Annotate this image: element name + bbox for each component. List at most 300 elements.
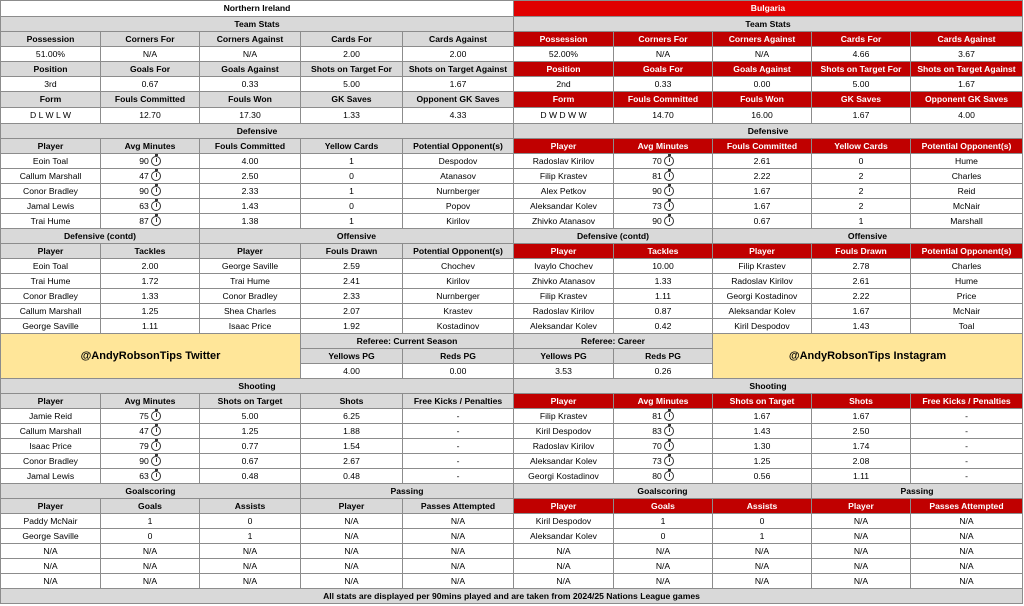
shooting-home-cell-text: -: [456, 440, 460, 451]
goalscoring-away-cell: [513, 513, 614, 529]
goalscoring-home-cell: [0, 558, 101, 574]
shooting-away-cell: [712, 438, 812, 454]
shooting-away-cell: [712, 408, 812, 424]
passing-home-cell-text: N/A: [450, 560, 466, 571]
defensive-header-home: [0, 123, 514, 139]
stat-label-home-sot_for: [300, 61, 403, 77]
offensive-away-cell-text: Aleksandar Kolev: [728, 305, 796, 316]
instagram-promo-text: @AndyRobsonTips Instagram: [788, 349, 947, 362]
tackles-away-cell-text: Ivaylo Chochev: [534, 260, 593, 271]
goalscoring-home-cell: [199, 528, 301, 544]
stat-label-home-goals_against: [199, 61, 301, 77]
offensive-col-home-opponents: [402, 243, 514, 259]
stat-label-away-cards_for: [811, 31, 911, 47]
stat-value-home-fouls_won: [199, 107, 301, 124]
defensive-away-cell: [613, 198, 713, 214]
shooting-home-cell: [402, 438, 514, 454]
defensive-home-cell: [402, 183, 514, 199]
defensive-home-cell: [100, 213, 200, 229]
defensive-away-cell-text: 0.67: [753, 215, 771, 226]
passing-col-away-player: [811, 498, 911, 514]
shooting-away-cell-text: -: [965, 455, 968, 466]
goalscoring-header-home-text: Goalscoring: [125, 485, 176, 496]
offensive-col-away-player: [712, 243, 812, 259]
offensive-home-cell: [199, 288, 301, 304]
goalscoring-home-cell: [100, 573, 200, 589]
shooting-home-cell-text: Callum Marshall: [19, 425, 82, 436]
tackles-away-cell: [513, 273, 614, 289]
stat-value-away-fouls_committed-text: 14.70: [652, 110, 674, 120]
defensive-home-cell: [100, 168, 200, 184]
stat-label-home-goals_for: [100, 61, 200, 77]
shooting-col-away-player: [513, 393, 614, 409]
twitter-promo-text: @AndyRobsonTips Twitter: [80, 349, 221, 362]
passing-col-away-attempted-text: Passes Attempted: [929, 500, 1004, 511]
defensive-home-cell: [100, 153, 200, 169]
shooting-col-home-shots_on_target-text: Shots on Target: [217, 395, 283, 406]
shooting-away-cell-text: Georgi Kostadinov: [528, 470, 599, 481]
defensive-home-cell-text: Conor Bradley: [23, 185, 78, 196]
stat-value-home-goals_for: [100, 76, 200, 92]
shooting-away-cell-text: 1.30: [753, 440, 771, 451]
stat-value-home-position-text: 3rd: [44, 78, 57, 89]
defensive-away-cell-text: Reid: [957, 185, 976, 196]
passing-col-home-player-text: Player: [338, 500, 365, 511]
defensive-home-cell: [300, 198, 403, 214]
stat-label-home-fouls_won-text: Fouls Won: [228, 94, 272, 104]
stat-label-home-sot_against-text: Shots on Target Against: [408, 63, 508, 74]
stopwatch-icon: [664, 471, 674, 481]
ref-current-yellows-text: 4.00: [343, 365, 360, 376]
stat-value-home-gk_saves-text: 1.33: [343, 110, 360, 120]
defensive-home-cell: [402, 168, 514, 184]
offensive-home-cell-text: Nurnberger: [436, 290, 480, 301]
shooting-home-cell-text: 6.25: [343, 410, 360, 421]
stat-label-away-fouls_committed: [613, 91, 713, 108]
referee-career-header: [513, 333, 713, 349]
shooting-away-cell-text: -: [965, 470, 968, 481]
team-name-home: [0, 0, 514, 17]
goalscoring-away-cell-text: 0: [759, 515, 765, 526]
defensive-home-cell: [199, 153, 301, 169]
defensive-col-away-fouls_committed-text: Fouls Committed: [726, 140, 798, 151]
shooting-home-cell: [0, 423, 101, 439]
goals-col-home-assists-text: Assists: [234, 500, 266, 511]
ref-career-yellows: [513, 363, 614, 379]
defensive-contd-header-home: [0, 228, 200, 244]
stat-label-away-goals_against-text: Goals Against: [733, 63, 791, 74]
passing-home-cell: [300, 513, 403, 529]
shooting-away-cell: [910, 468, 1023, 484]
goalscoring-home-cell-text: N/A: [142, 575, 158, 586]
stat-label-home-position-text: Position: [33, 63, 68, 74]
offensive-home-cell-text: Krastev: [443, 305, 473, 316]
defensive-away-cell: [811, 213, 911, 229]
stat-label-home-sot_for-text: Shots on Target For: [310, 63, 392, 74]
shooting-away-cell-text: 70: [652, 440, 662, 451]
stat-label-away-sot_for-text: Shots on Target For: [820, 63, 902, 74]
shooting-col-home-avg_minutes: [100, 393, 200, 409]
defensive-home-cell: [0, 198, 101, 214]
defensive-home-cell: [100, 183, 200, 199]
offensive-away-cell: [712, 288, 812, 304]
shooting-home-cell: [199, 468, 301, 484]
goals-col-away-player-text: Player: [550, 500, 577, 511]
goals-col-away-goals-text: Goals: [651, 500, 675, 511]
stat-value-away-corners_for-text: N/A: [655, 48, 671, 59]
goalscoring-header-away-text: Goalscoring: [637, 485, 688, 496]
offensive-home-cell-text: 2.33: [343, 290, 360, 301]
offensive-home-cell: [199, 258, 301, 274]
stat-value-away-position: [513, 76, 614, 92]
stat-label-away-goals_for-text: Goals For: [642, 63, 684, 74]
defensive-away-cell-text: Filip Krastev: [539, 170, 588, 181]
shooting-away-cell: [613, 453, 713, 469]
shooting-away-cell: [910, 408, 1023, 424]
shooting-home-cell: [402, 468, 514, 484]
defensive-away-cell: [712, 168, 812, 184]
defensive-away-cell-text: 70: [652, 155, 662, 166]
stat-label-home-goals_against-text: Goals Against: [221, 63, 279, 74]
offensive-home-cell-text: George Saville: [221, 260, 279, 271]
shooting-away-cell-text: 83: [652, 425, 662, 436]
shooting-home-cell-text: Jamal Lewis: [26, 470, 75, 481]
shooting-col-home-shots_on_target: [199, 393, 301, 409]
defensive-away-cell-text: 81: [652, 170, 662, 181]
goalscoring-home-cell-text: N/A: [242, 560, 258, 571]
defensive-away-cell-text: 2.22: [753, 170, 771, 181]
stat-label-home-cards_for-text: Cards For: [331, 33, 372, 44]
defensive-home-cell: [0, 213, 101, 229]
instagram-promo[interactable]: [712, 333, 1023, 379]
defensive-away-cell: [910, 183, 1023, 199]
stat-label-away-fouls_committed-text: Fouls Committed: [627, 94, 699, 104]
passing-away-cell-text: N/A: [853, 575, 869, 586]
passing-header-away-text: Passing: [900, 485, 934, 496]
tackles-home-cell-text: Eoin Toal: [32, 260, 69, 271]
shooting-away-cell-text: 1.43: [753, 425, 771, 436]
stat-value-away-goals_for: [613, 76, 713, 92]
shooting-home-cell-text: 47: [139, 425, 149, 436]
stat-value-away-possession: [513, 46, 614, 62]
defensive-home-cell-text: Despodov: [438, 155, 478, 166]
defensive-away-cell: [811, 183, 911, 199]
stat-label-home-opp_gk_saves-text: Opponent GK Saves: [416, 94, 500, 104]
passing-away-cell: [910, 543, 1023, 559]
shooting-col-away-shots: [811, 393, 911, 409]
goals-col-away-assists-text: Assists: [746, 500, 778, 511]
shooting-col-home-fk_pens-text: Free Kicks / Penalties: [413, 395, 503, 406]
stat-value-away-cards_for-text: 4.66: [852, 48, 870, 59]
shooting-home-cell-text: 0.77: [241, 440, 259, 451]
passing-away-cell-text: N/A: [853, 530, 869, 541]
passing-away-cell-text: N/A: [959, 515, 974, 526]
shooting-col-home-shots: [300, 393, 403, 409]
goalscoring-home-cell-text: N/A: [43, 560, 58, 571]
tackles-away-cell: [613, 288, 713, 304]
stat-value-away-fouls_won: [712, 107, 812, 124]
goals-col-away-assists: [712, 498, 812, 514]
stat-label-home-corners_against-text: Corners Against: [216, 33, 284, 44]
offensive-away-cell: [712, 303, 812, 319]
offensive-col-away-opponents-text: Potential Opponent(s): [921, 245, 1012, 256]
shooting-away-cell: [712, 468, 812, 484]
shooting-col-away-shots_on_target-text: Shots on Target: [729, 395, 795, 406]
tackles-away-cell-text: 0.87: [654, 305, 672, 316]
shooting-col-away-shots-text: Shots: [849, 395, 873, 406]
defensive-col-away-player: [513, 138, 614, 154]
goalscoring-home-cell: [100, 528, 200, 544]
defensive-away-cell: [910, 153, 1023, 169]
defensive-home-cell-text: 1.43: [241, 200, 259, 211]
goalscoring-away-cell-text: N/A: [556, 560, 571, 571]
goalscoring-header-away: [513, 483, 812, 499]
defensive-home-cell: [402, 153, 514, 169]
passing-home-cell-text: N/A: [450, 545, 466, 556]
stopwatch-icon: [664, 156, 674, 166]
offensive-col-home-fouls-drawn-text: Fouls Drawn: [325, 245, 378, 256]
shooting-home-cell-text: 0.67: [241, 455, 259, 466]
shooting-home-cell-text: 79: [139, 440, 149, 451]
stat-value-home-sot_for: [300, 76, 403, 92]
defensive-away-cell-text: Aleksandar Kolev: [530, 200, 597, 211]
defensive-home-cell-text: Popov: [445, 200, 471, 211]
shooting-away-cell-text: 2.50: [852, 425, 870, 436]
stat-value-away-corners_against: [712, 46, 812, 62]
goalscoring-away-cell: [712, 513, 812, 529]
shooting-away-cell: [811, 438, 911, 454]
defensive-col-home-player-text: Player: [37, 140, 64, 151]
tackles-home-cell: [0, 318, 101, 334]
shooting-home-cell-text: 1.88: [343, 425, 360, 436]
shooting-away-cell-text: -: [965, 410, 968, 421]
offensive-away-cell: [712, 318, 812, 334]
tackles-col-home-tackles: [100, 243, 200, 259]
goalscoring-home-cell: [0, 573, 101, 589]
defensive-away-cell: [712, 183, 812, 199]
defensive-home-cell-text: Callum Marshall: [19, 170, 82, 181]
offensive-home-cell: [402, 288, 514, 304]
stopwatch-icon: [151, 471, 161, 481]
stat-value-away-goals_against: [712, 76, 812, 92]
defensive-header-away-text: Defensive: [747, 125, 789, 136]
tackles-away-cell-text: Radoslav Kirilov: [532, 305, 595, 316]
goalscoring-away-cell: [613, 573, 713, 589]
defensive-away-cell-text: Zhivko Atanasov: [531, 215, 596, 226]
offensive-home-cell-text: 2.59: [343, 260, 360, 271]
goalscoring-away-cell-text: N/A: [655, 575, 671, 586]
ref-current-reds: [402, 363, 514, 379]
tackles-home-cell: [100, 288, 200, 304]
offensive-away-cell: [712, 273, 812, 289]
stat-value-home-fouls_committed-text: 12.70: [139, 110, 161, 120]
stat-label-away-goals_against: [712, 61, 812, 77]
shooting-home-cell: [0, 408, 101, 424]
shooting-home-cell: [300, 423, 403, 439]
passing-col-away-attempted: [910, 498, 1023, 514]
team-name-away: [513, 0, 1023, 17]
shooting-away-cell-text: Filip Krastev: [539, 410, 588, 421]
stat-value-home-goals_for-text: 0.67: [141, 78, 159, 89]
stat-label-away-sot_against: [910, 61, 1023, 77]
shooting-home-cell: [0, 468, 101, 484]
defensive-away-cell-text: 0: [858, 155, 864, 166]
defensive-col-away-avg_minutes-text: Avg Minutes: [637, 140, 689, 151]
goalscoring-home-cell-text: N/A: [43, 545, 58, 556]
stat-value-home-fouls_won-text: 17.30: [239, 110, 261, 120]
defensive-home-cell: [300, 168, 403, 184]
shooting-away-cell: [513, 408, 614, 424]
passing-away-cell-text: N/A: [959, 560, 974, 571]
shooting-away-cell-text: Aleksandar Kolev: [530, 455, 597, 466]
tackles-home-cell: [100, 303, 200, 319]
shooting-away-cell-text: 2.08: [852, 455, 870, 466]
shooting-home-cell-text: -: [456, 455, 460, 466]
defensive-away-cell-text: 2: [858, 185, 864, 196]
offensive-home-cell-text: 1.92: [343, 320, 360, 331]
goalscoring-away-cell: [712, 543, 812, 559]
passing-away-cell: [811, 513, 911, 529]
defensive-col-away-potential_opponents-text: Potential Opponent(s): [921, 140, 1012, 151]
defensive-away-cell-text: Radoslav Kirilov: [532, 155, 595, 166]
ref-career-reds: [613, 363, 713, 379]
passing-away-cell: [910, 528, 1023, 544]
stat-label-home-form-text: Form: [39, 94, 62, 104]
defensive-home-cell-text: 90: [139, 185, 149, 196]
offensive-header-away: [712, 228, 1023, 244]
ref-current-reds-label: [402, 348, 514, 364]
passing-col-away-player-text: Player: [848, 500, 874, 511]
tackles-col-home-player-text: Player: [37, 245, 64, 256]
passing-col-home-attempted-text: Passes Attempted: [420, 500, 496, 511]
defensive-away-cell: [613, 183, 713, 199]
offensive-home-cell-text: Kostadinov: [436, 320, 480, 331]
shooting-col-away-fk_pens-text: Free Kicks / Penalties: [922, 395, 1011, 406]
tackles-away-cell: [613, 273, 713, 289]
goalscoring-away-cell: [513, 543, 614, 559]
shooting-home-cell: [100, 438, 200, 454]
tackles-away-cell: [613, 303, 713, 319]
defensive-home-cell-text: 1: [349, 155, 354, 166]
defensive-home-cell: [300, 153, 403, 169]
shooting-home-cell: [199, 453, 301, 469]
defensive-away-cell: [712, 153, 812, 169]
stat-value-away-gk_saves-text: 1.67: [852, 110, 870, 120]
tackles-away-cell: [613, 258, 713, 274]
defensive-away-cell: [811, 198, 911, 214]
offensive-col-away-player-text: Player: [749, 245, 775, 256]
referee-career-header-text: Referee: Career: [580, 335, 645, 346]
goals-col-home-player: [0, 498, 101, 514]
defensive-away-cell: [513, 213, 614, 229]
twitter-promo[interactable]: [0, 333, 301, 379]
defensive-col-away-yellow_cards-text: Yellow Cards: [834, 140, 888, 151]
team-stats-header-home: [0, 16, 514, 32]
offensive-away-cell: [811, 303, 911, 319]
offensive-away-cell-text: McNair: [952, 305, 981, 316]
goalscoring-home-cell-text: N/A: [142, 545, 158, 556]
goalscoring-home-cell-text: N/A: [242, 575, 258, 586]
goals-col-home-goals-text: Goals: [138, 500, 162, 511]
shooting-home-cell: [100, 468, 200, 484]
tackles-away-cell-text: 1.33: [654, 275, 672, 286]
defensive-away-cell-text: 1.67: [753, 185, 771, 196]
offensive-header-home-text: Offensive: [336, 230, 377, 241]
stat-label-home-fouls_won: [199, 91, 301, 108]
passing-away-cell: [811, 528, 911, 544]
defensive-col-away-player-text: Player: [550, 140, 577, 151]
offensive-away-cell: [910, 318, 1023, 334]
stat-value-home-possession: [0, 46, 101, 62]
stopwatch-icon: [664, 216, 674, 226]
offensive-home-cell: [402, 273, 514, 289]
offensive-home-cell: [199, 303, 301, 319]
offensive-home-cell: [199, 273, 301, 289]
stat-label-away-form: [513, 91, 614, 108]
stat-label-home-cards_for: [300, 31, 403, 47]
shooting-col-home-avg_minutes-text: Avg Minutes: [124, 395, 176, 406]
stat-value-home-goals_against: [199, 76, 301, 92]
defensive-contd-header-away-text: Defensive (contd): [576, 230, 650, 241]
tackles-home-cell: [100, 273, 200, 289]
shooting-home-cell-text: -: [456, 410, 460, 421]
shooting-away-cell: [613, 438, 713, 454]
goalscoring-home-cell: [199, 573, 301, 589]
stat-value-home-sot_against-text: 1.67: [449, 78, 467, 89]
defensive-away-cell-text: 1.67: [753, 200, 771, 211]
goalscoring-away-cell-text: N/A: [556, 545, 571, 556]
defensive-away-cell: [712, 213, 812, 229]
goalscoring-home-cell-text: 0: [247, 515, 253, 526]
stat-value-home-goals_against-text: 0.33: [241, 78, 259, 89]
goalscoring-away-cell: [712, 528, 812, 544]
team-stats-header-away: [513, 16, 1023, 32]
stat-label-away-cards_for-text: Cards For: [840, 33, 882, 44]
defensive-away-cell-text: 2: [858, 200, 864, 211]
offensive-home-cell-text: Kirilov: [446, 275, 470, 286]
offensive-away-cell: [910, 273, 1023, 289]
defensive-away-cell-text: 73: [652, 200, 662, 211]
stat-label-home-possession-text: Possession: [26, 33, 75, 44]
defensive-home-cell-text: Trai Hume: [30, 215, 71, 226]
offensive-away-cell: [910, 258, 1023, 274]
tackles-home-cell-text: 1.72: [141, 275, 159, 286]
stat-value-away-sot_against-text: 1.67: [958, 78, 975, 89]
tackles-home-cell-text: 1.11: [141, 320, 159, 331]
stopwatch-icon: [151, 186, 161, 196]
stat-value-home-sot_for-text: 5.00: [343, 78, 360, 89]
goalscoring-home-cell: [199, 558, 301, 574]
defensive-away-cell: [513, 168, 614, 184]
stat-value-away-sot_against: [910, 76, 1023, 92]
goalscoring-away-cell-text: 0: [660, 530, 666, 541]
team-stats-header-home-text: Team Stats: [234, 18, 280, 29]
defensive-home-cell-text: 2.50: [241, 170, 259, 181]
stat-label-away-sot_for: [811, 61, 911, 77]
offensive-away-cell-text: 2.22: [852, 290, 870, 301]
team-name-away-text: Bulgaria: [750, 3, 786, 13]
ref-career-yellows-label: [513, 348, 614, 364]
shooting-away-cell: [513, 423, 614, 439]
goalscoring-away-cell-text: N/A: [754, 545, 770, 556]
shooting-away-cell: [712, 453, 812, 469]
offensive-home-cell: [402, 318, 514, 334]
passing-home-cell: [402, 528, 514, 544]
shooting-away-cell-text: 1.67: [852, 410, 870, 421]
shooting-away-cell: [613, 408, 713, 424]
offensive-away-cell-text: 1.43: [852, 320, 870, 331]
tackles-away-cell-text: Aleksandar Kolev: [530, 320, 597, 331]
